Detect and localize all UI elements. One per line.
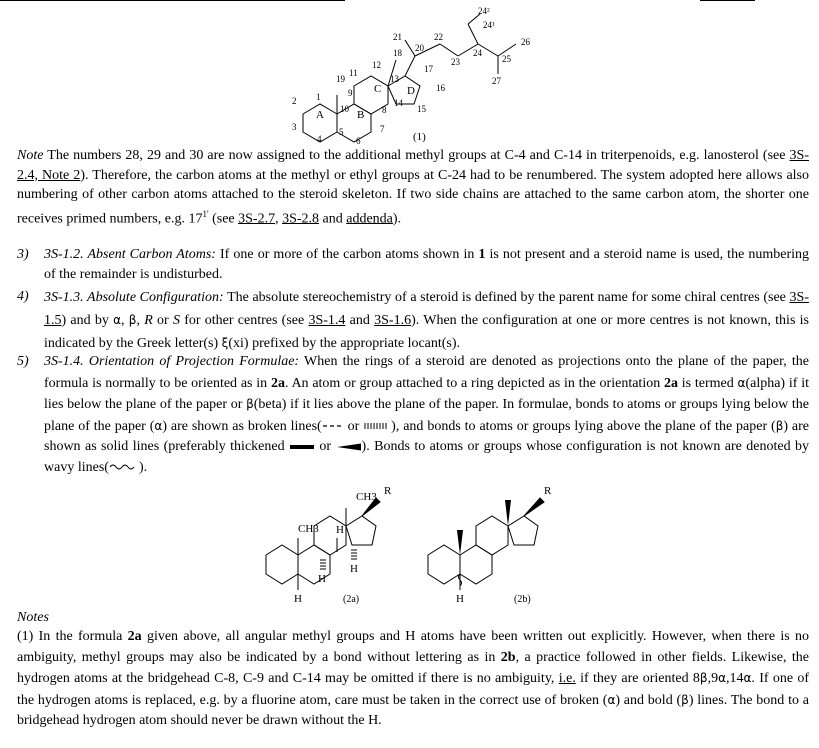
link-3s-1-5[interactable]: 3S-1.5 [44, 290, 809, 328]
note-text: ). Therefore, the carbon atoms at the methyl or ethyl groups at C-24 had to be renumbered. The system adopted here allows also numbering of other carbon atoms attached to the steroid skeleton. If two side chains are attached to the same carbon atom, the shorter one receives primed numbers, e.g. 17 [17, 167, 809, 227]
item-text: ). [138, 459, 148, 475]
note-text: ). [392, 211, 402, 227]
item-bold: 2a [270, 375, 285, 391]
atom-num-21: 21 [393, 32, 402, 42]
atom-num-2: 2 [292, 96, 297, 106]
greek-alpha: α [718, 671, 726, 685]
notes-text: , a practice followed in other fields. Likewise, the hydrogen atoms at the bridgehead C-8, C-9 and C-14 may be omitted if there is no ambiguity, [17, 649, 809, 686]
item-number: 4) [17, 289, 29, 304]
greek-alpha: α [607, 692, 616, 707]
notes-text: ,9 [707, 671, 719, 686]
link-3s-1-4[interactable]: 3S-1.4 [308, 313, 346, 328]
note-text: and [319, 211, 347, 227]
item-text: for other centres (see [179, 313, 309, 328]
item-text: ) are shown as broken lines( [162, 418, 322, 434]
list-item-3 [17, 245, 809, 284]
atom-num-7: 7 [380, 124, 385, 134]
item-text: . An atom or group attached to a ring depicted as in the orientation [284, 375, 664, 391]
item-title: 3S-1.4. Orientation of Projection Formulae: [44, 354, 300, 369]
note-text: (see [208, 211, 239, 227]
item-text: ). When the configuration at one or more centres is not known, this is indicated by the Greek letter(s) [44, 313, 809, 351]
item-number: 5) [17, 354, 29, 369]
atom-num-25: 25 [502, 54, 511, 64]
item-text: , [136, 313, 145, 328]
greek-beta: β [681, 692, 689, 707]
greek-alpha: α [743, 671, 752, 685]
item-bold: 1 [478, 247, 486, 262]
top-rule-left [0, 0, 345, 1]
link-3s-2-4[interactable]: 3S-2.4, Note 2 [17, 148, 809, 183]
item-bold: 2a [663, 375, 678, 391]
structure-2a-label: (2a) [343, 594, 360, 605]
atom-h-5: H [294, 593, 302, 605]
note-lead: Note [17, 148, 44, 163]
item-text: ) are shown as solid lines (preferably thickened [44, 418, 809, 454]
notes-paragraph [17, 627, 809, 732]
bold-line-icon [289, 443, 315, 451]
structure-1-label: (1) [413, 131, 426, 143]
atom-num-14: 14 [394, 98, 403, 108]
item-text: is termed [677, 375, 738, 391]
steroid-structure-2a [260, 480, 410, 610]
link-3s-2-8[interactable]: 3S-2.8 [282, 211, 320, 227]
wavy-line-icon [109, 463, 139, 471]
broken-line-icon [322, 422, 344, 430]
link-3s-2-7[interactable]: 3S-2.7 [238, 211, 276, 227]
atom-num-27: 27 [492, 76, 501, 86]
atom-num-18: 18 [393, 48, 402, 58]
atom-num-6: 6 [356, 136, 361, 146]
atom-num-15: 15 [417, 104, 426, 114]
atom-num-24-2: 24² [478, 6, 490, 16]
atom-num-3: 3 [292, 122, 297, 132]
atom-num-13: 13 [390, 74, 399, 84]
notes-text: if they are oriented 8 [575, 671, 700, 686]
item-text: When the rings of a steroid are denoted as projections onto the plane of the paper, the formula is normally to be oriented as in [44, 354, 809, 391]
notes-text: given above, all angular methyl groups and H atoms have been written out explicitly. However, when there is no ambiguity, methyl groups may also be indicated by a bond without lettering as in [17, 629, 809, 665]
atom-num-16: 16 [436, 83, 445, 93]
atom-num-8: 8 [382, 105, 387, 115]
item-text: ) and by [61, 313, 114, 328]
structure-2b-label: (2b) [514, 594, 531, 605]
link-addenda[interactable]: addenda [346, 211, 393, 227]
atom-num-9: 9 [348, 88, 353, 98]
atom-r: R [544, 485, 552, 497]
ring-label-a: A [316, 109, 324, 121]
notes-bold: 2b [500, 649, 516, 665]
top-rule-right [700, 0, 755, 1]
notes-bold: 2a [127, 629, 142, 644]
item-text: ), and bonds to atoms or groups lying above the plane of the paper ( [391, 418, 776, 434]
item-text: , [121, 313, 129, 328]
atom-num-23: 23 [451, 57, 460, 67]
notes-text: ,14 [726, 671, 744, 686]
atom-num-12: 12 [372, 60, 381, 70]
item-text: or [343, 418, 364, 434]
item-title: 3S-1.3. Absolute Configuration: [44, 290, 224, 305]
list-item-5 [17, 352, 809, 478]
greek-beta: β [246, 397, 254, 411]
notes-text: . If one of the hydrogen atoms is replaced, e.g. by a fluorine atom, care must be taken in the correct use of broken ( [17, 671, 809, 708]
greek-beta: β [699, 671, 708, 685]
greek-alpha: α [737, 375, 746, 390]
notes-heading: Notes [17, 610, 49, 625]
atom-h-8: H [336, 524, 344, 536]
atom-r: R [384, 485, 392, 497]
greek-xi: ξ [221, 336, 229, 350]
atom-h-9: H [318, 573, 326, 585]
item-title: 3S-1.2. Absent Carbon Atoms: [44, 247, 216, 262]
atom-num-11: 11 [349, 68, 358, 78]
atom-num-24-1: 24¹ [483, 20, 495, 30]
link-3s-1-6[interactable]: 3S-1.6 [374, 313, 412, 328]
hashed-wedge-icon [363, 422, 391, 430]
note-superscript: 1' [202, 208, 209, 219]
item-text: or [152, 313, 173, 328]
atom-num-20: 20 [415, 43, 424, 53]
notes-text: (1) In the formula [17, 629, 128, 644]
steroid-structure-2b [420, 480, 570, 610]
atom-num-4: 4 [317, 134, 322, 144]
item-text: (beta) if it lies above the plane of the paper. In formulae, bonds to atoms or groups lying below the plane of the paper ( [44, 397, 810, 434]
item-r: R [144, 313, 153, 328]
steroid-structure-1 [285, 4, 545, 146]
atom-num-5: 5 [339, 127, 344, 137]
greek-alpha: α [113, 313, 122, 327]
item-text: (xi) prefixed by the appropriate locant(s). [228, 336, 461, 351]
ring-label-b: B [357, 109, 365, 121]
atom-h-14: H [350, 563, 358, 575]
atom-num-24: 24 [473, 48, 482, 58]
item-text: The absolute stereochemistry of a steroid is defined by the parent name for some chiral centres (see [223, 290, 790, 305]
list-item-4 [17, 287, 809, 355]
atom-num-10: 10 [340, 104, 349, 114]
item-s: S [172, 313, 180, 328]
notes-text: ) and bold ( [615, 692, 682, 708]
atom-num-1: 1 [316, 92, 321, 102]
note-text: , [275, 211, 283, 227]
atom-ch3-top: CH3 [356, 491, 377, 503]
item-text: (alpha) if it lies below the plane of the paper or [44, 375, 809, 412]
link-ie[interactable]: i.e. [558, 671, 576, 686]
item-text: If one or more of the carbon atoms shown in [215, 247, 479, 262]
atom-h-5: H [456, 593, 464, 605]
item-text: or [315, 439, 336, 454]
item-text: ). Bonds to atoms or groups whose configuration is not known are denoted by wavy lines( [44, 439, 809, 475]
atom-num-22: 22 [434, 32, 443, 42]
item-text: and [345, 313, 375, 328]
notes-text: ) lines. The bond to a bridgehead hydrogen atom should never be drawn without the H. [17, 692, 809, 728]
item-text: is not present and a steroid name is used, the numbering of the remainder is undisturbed. [44, 247, 810, 282]
atom-num-17: 17 [424, 64, 433, 74]
greek-beta: β [775, 418, 784, 433]
atom-ch3-left: CH3 [298, 523, 319, 535]
item-number: 3) [17, 247, 29, 262]
atom-num-26: 26 [521, 37, 530, 47]
ring-label-d: D [407, 85, 415, 97]
note-paragraph [17, 146, 809, 229]
ring-label-c: C [374, 83, 382, 95]
solid-wedge-icon [336, 443, 362, 451]
atom-num-19: 19 [336, 74, 345, 84]
greek-alpha: α [154, 418, 163, 433]
note-text: The numbers 28, 29 and 30 are now assigned to the additional methyl groups at C-4 and C-14 in triterpenoids, e.g. lanosterol (see [43, 148, 790, 163]
greek-beta: β [128, 313, 137, 327]
